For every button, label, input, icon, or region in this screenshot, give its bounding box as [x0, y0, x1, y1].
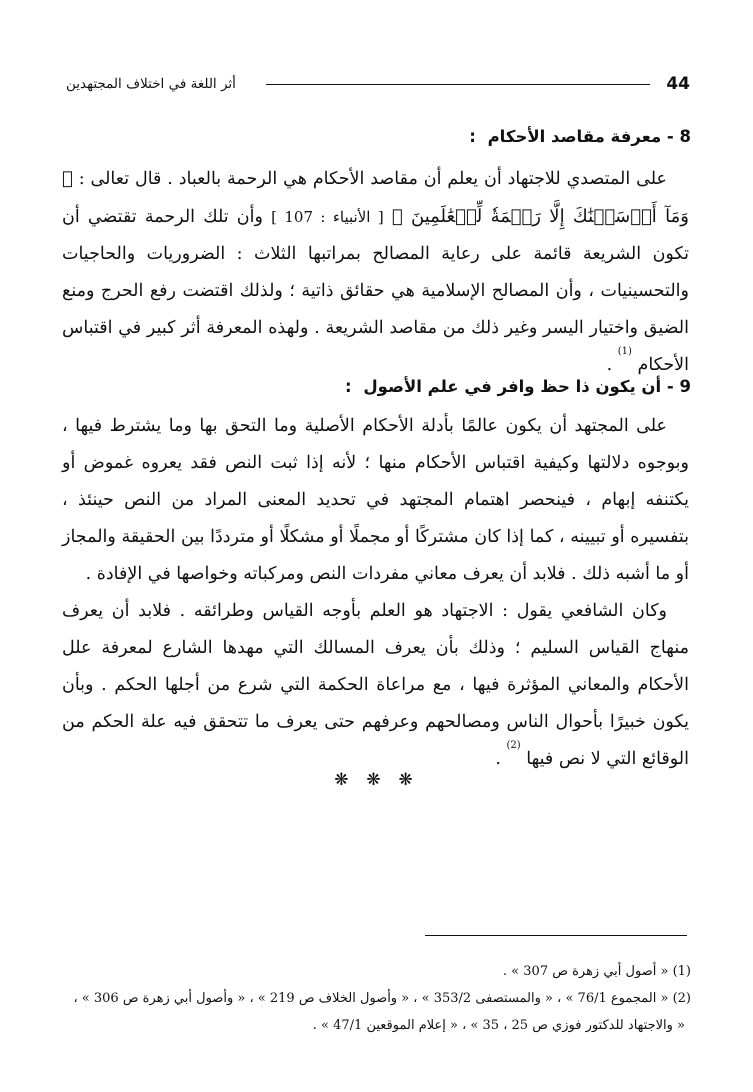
page-number: 44	[666, 74, 690, 94]
section-9-end: .	[495, 749, 501, 769]
section-9-colon: :	[344, 377, 352, 396]
section-8-text-before-quote: على المتصدي للاجتهاد أن يعلم أن مقاصد الأحكام هي الرحمة بالعباد . قال تعالى :	[78, 169, 667, 189]
footnotes	[62, 958, 691, 1039]
page-header	[66, 72, 690, 100]
section-8-body	[62, 160, 689, 384]
section-8-heading	[62, 124, 691, 150]
section-9-heading	[62, 374, 691, 400]
header-rule	[266, 84, 650, 85]
footnote-ref-1: (1)	[617, 346, 632, 357]
section-8-title: معرفة مقاصد الأحكام	[487, 127, 662, 146]
section-separator: ❋ ❋ ❋	[334, 770, 419, 790]
section-8-end: .	[606, 355, 613, 375]
section-9-title: أن يكون ذا حظ وافر في علم الأصول	[363, 377, 662, 396]
verse-citation: [ الأنبياء : 107 ]	[271, 208, 384, 226]
footnote-rule	[425, 935, 687, 936]
footnote-ref-2: (2)	[506, 740, 521, 751]
footnote-2-continuation: « والاجتهاد للدكتور فوزي ص 25 ، 35 » ، « إعلام الموقعين 47/1 » .	[312, 1018, 685, 1033]
section-8-text-after-quote: وأن تلك الرحمة تقتضي أن تكون الشريعة قائمة على رعاية المصالح بمراتبها الثلاث : الضروريات والحاجيات والتحسينيات ، وأن المصالح الإسلامية هي حقائق ذاتية ؛ ولذلك اقتضت رفع الحرج ومنع الضيق واختيار اليسر وغير ذلك من مقاصد الشريعة . ولهذه المعرفة أثر كبير في اقتباس الأحكام	[62, 207, 689, 375]
quran-verse: ﴿ وَمَآ أَرۡسَلۡنَٰكَ إِلَّا رَحۡمَةٗ لِّلۡعَٰلَمِينَ ﴾	[62, 168, 689, 227]
section-8-number: 8 -	[666, 127, 691, 146]
running-title: أثر اللغة في اختلاف المجتهدين	[66, 76, 236, 92]
section-9-body	[62, 408, 689, 778]
section-9-number: 9 -	[666, 377, 691, 396]
section-9-paragraph-2-text: وكان الشافعي يقول : الاجتهاد هو العلم بأوجه القياس وطرائقه . فلابد أن يعرف منهاج القياس السليم ؛ وذلك بأن يعرف المسالك التي مهدها الشارع لمعرفة علل الأحكام والمعاني المؤثرة فيها ، مع مراعاة الحكمة التي شرع من أجلها الحكم . وبأن يكون خبيرًا بأحوال الناس ومصالحهم وعرفهم حتى يعرف ما تتحقق فيه علة الحكم من الوقائع التي لا نص فيها	[62, 601, 689, 769]
section-8-colon: :	[469, 127, 476, 146]
footnote-2: (2) « المجموع 76/1 » ، « والمستصفى 353/2 » ، « وأصول الخلاف ص 219 » ، « وأصول أبي زهرة ص 306 » ،	[73, 991, 691, 1006]
footnote-1: (1) « أصول أبي زهرة ص 307 » .	[502, 964, 691, 979]
section-8-paragraph	[62, 160, 689, 384]
section-9-paragraph-1: على المجتهد أن يكون عالمًا بأدلة الأحكام الأصلية وما التحق بها وما يشترط فيها ، وبوجوه دلالتها وكيفية اقتباس الأحكام منها ؛ لأنه إذا ثبت النص فقد يعروه غموض أو يكتنفه إبهام ، فينحصر اهتمام المجتهد في تحديد المعنى المراد من النص حينئذ ، بتفسيره أو تبيينه ، كما إذا كان مشتركًا أو مجملًا أو مشكلًا أو مترددًا بين الحقيقة والمجاز أو ما أشبه ذلك . فلابد أن يعرف معاني مفردات النص ومركباته وخواصها في الإفادة .	[62, 416, 689, 584]
section-9-paragraph-2	[62, 593, 689, 778]
